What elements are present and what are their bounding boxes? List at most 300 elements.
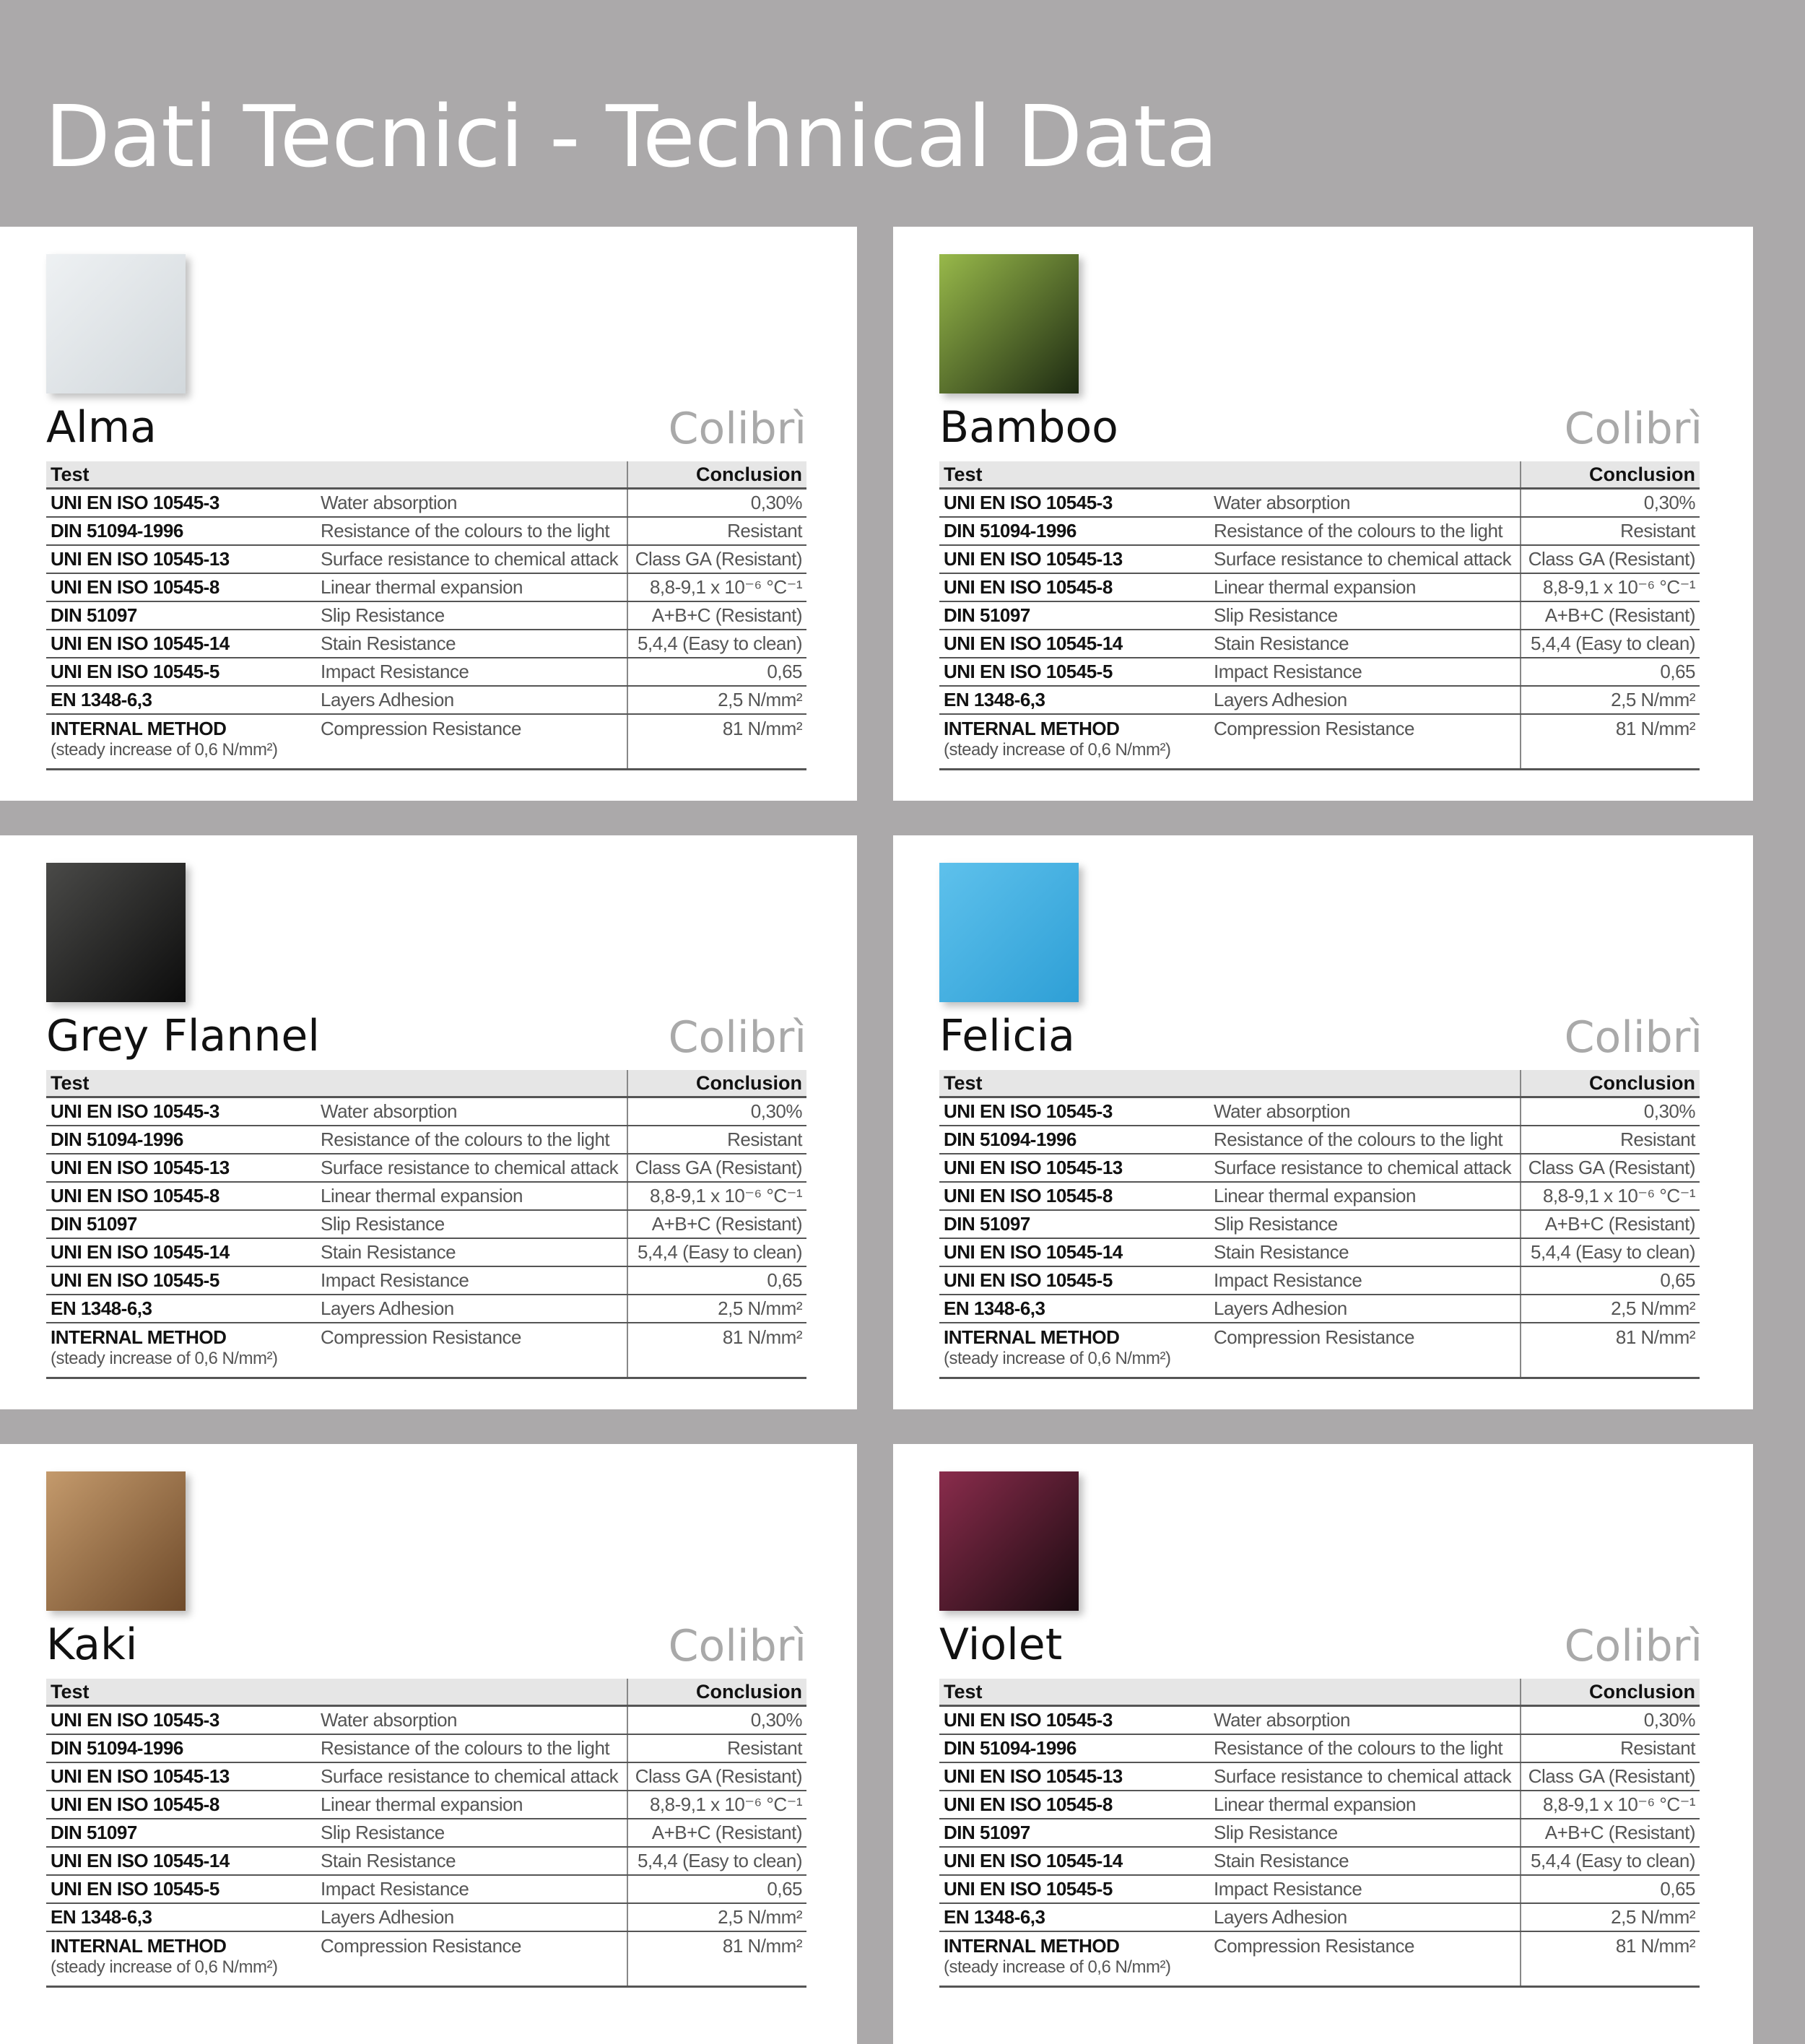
product-name: Grey Flannel (46, 1011, 320, 1061)
test-conclusion: Class GA (Resistant) (1521, 1762, 1700, 1791)
tile-swatch-image (939, 254, 1079, 393)
table-row (939, 630, 1700, 658)
test-standard (46, 1819, 316, 1847)
table-row (939, 1762, 1700, 1791)
table-row (46, 1734, 806, 1762)
test-standard (939, 1734, 1209, 1762)
test-standard (46, 517, 316, 545)
table-row (939, 1706, 1700, 1735)
test-standard (46, 1295, 316, 1323)
test-standard (939, 1875, 1209, 1903)
table-header-row (939, 1679, 1700, 1706)
test-standard-label: UNI EN ISO 10545-8 (944, 576, 1113, 598)
test-conclusion: 5,4,4 (Easy to clean) (1521, 630, 1700, 658)
test-standard-label: DIN 51094-1996 (51, 1737, 183, 1759)
product-card-grey-flannel (0, 835, 857, 1409)
table-row (46, 1847, 806, 1875)
product-name: Alma (46, 402, 157, 453)
brand-name: Colibrì (668, 1621, 806, 1671)
test-property: Impact Resistance (316, 1875, 627, 1903)
test-standard-label: UNI EN ISO 10545-13 (944, 548, 1123, 570)
product-card-bamboo (893, 227, 1753, 801)
table-row (939, 1295, 1700, 1323)
table-header-row (46, 461, 806, 489)
table-row (939, 1847, 1700, 1875)
test-conclusion: 0,65 (627, 1266, 806, 1295)
test-standard-label: EN 1348-6,3 (944, 1906, 1045, 1928)
test-property: Resistance of the colours to the light (1209, 1126, 1521, 1154)
test-standard-label: EN 1348-6,3 (944, 1297, 1045, 1319)
test-standard-label: INTERNAL METHOD (51, 1326, 227, 1348)
spec-table (939, 1070, 1700, 1379)
tile-swatch-image (939, 863, 1079, 1002)
test-standard (46, 1903, 316, 1931)
brand-name: Colibrì (1564, 404, 1702, 454)
table-row (46, 1706, 806, 1735)
spec-table (939, 461, 1700, 770)
test-property: Linear thermal expansion (1209, 1791, 1521, 1819)
test-standard (939, 714, 1209, 770)
test-standard (46, 1706, 316, 1735)
brand-name: Colibrì (1564, 1012, 1702, 1063)
product-card-violet (893, 1444, 1753, 2044)
test-standard (939, 1238, 1209, 1266)
table-row (939, 545, 1700, 573)
test-standard (46, 489, 316, 518)
test-property: Compression Resistance (1209, 1931, 1521, 1987)
test-property: Stain Resistance (1209, 1847, 1521, 1875)
test-conclusion: A+B+C (Resistant) (627, 1210, 806, 1238)
test-conclusion: 8,8-9,1 x 10⁻⁶ °C⁻¹ (627, 1791, 806, 1819)
test-standard (939, 630, 1209, 658)
test-conclusion: Class GA (Resistant) (627, 1154, 806, 1182)
test-conclusion: 81 N/mm² (627, 714, 806, 770)
test-standard (46, 1847, 316, 1875)
test-conclusion: A+B+C (Resistant) (1521, 1819, 1700, 1847)
test-conclusion: 2,5 N/mm² (627, 1295, 806, 1323)
table-row (46, 1931, 806, 1987)
test-standard (46, 1182, 316, 1210)
test-standard-label: INTERNAL METHOD (51, 1935, 227, 1957)
brand-name: Colibrì (1564, 1621, 1702, 1671)
table-row (939, 1182, 1700, 1210)
spec-table (939, 1679, 1700, 1988)
test-property: Compression Resistance (1209, 714, 1521, 770)
test-conclusion: 8,8-9,1 x 10⁻⁶ °C⁻¹ (627, 1182, 806, 1210)
test-standard (46, 573, 316, 601)
test-conclusion: 0,65 (1521, 1266, 1700, 1295)
test-standard (939, 1154, 1209, 1182)
table-row (939, 1791, 1700, 1819)
test-standard (939, 489, 1209, 518)
table-row (46, 658, 806, 686)
test-standard-label: DIN 51097 (51, 1213, 137, 1235)
table-row (46, 489, 806, 518)
header-conclusion: Conclusion (1521, 1070, 1700, 1097)
test-property: Stain Resistance (316, 1238, 627, 1266)
table-row (939, 686, 1700, 714)
table-row (939, 1734, 1700, 1762)
test-standard-label: UNI EN ISO 10545-14 (51, 1850, 230, 1871)
table-header-row (939, 1070, 1700, 1097)
test-standard (46, 686, 316, 714)
test-property: Stain Resistance (316, 630, 627, 658)
test-conclusion: A+B+C (Resistant) (1521, 1210, 1700, 1238)
header-conclusion: Conclusion (627, 1070, 806, 1097)
header-test: Test (939, 1679, 1521, 1706)
test-property: Slip Resistance (316, 1210, 627, 1238)
test-conclusion: 0,65 (627, 1875, 806, 1903)
test-conclusion: Class GA (Resistant) (627, 1762, 806, 1791)
table-row (46, 1903, 806, 1931)
table-row (939, 601, 1700, 630)
test-standard (46, 1097, 316, 1126)
test-standard-label: UNI EN ISO 10545-3 (944, 1709, 1113, 1731)
table-row (46, 545, 806, 573)
test-conclusion: Class GA (Resistant) (1521, 1154, 1700, 1182)
table-row (939, 1154, 1700, 1182)
test-standard (939, 1903, 1209, 1931)
test-conclusion: 2,5 N/mm² (627, 686, 806, 714)
test-conclusion: 2,5 N/mm² (1521, 686, 1700, 714)
test-standard-note: (steady increase of 0,6 N/mm²) (51, 740, 278, 760)
test-standard (939, 1706, 1209, 1735)
test-standard-label: DIN 51094-1996 (51, 1128, 183, 1150)
test-conclusion: 2,5 N/mm² (1521, 1903, 1700, 1931)
test-conclusion: A+B+C (Resistant) (627, 601, 806, 630)
test-standard-label: UNI EN ISO 10545-14 (944, 632, 1123, 654)
table-row (46, 1295, 806, 1323)
test-standard (939, 517, 1209, 545)
test-standard (939, 658, 1209, 686)
test-conclusion: A+B+C (Resistant) (627, 1819, 806, 1847)
test-property: Slip Resistance (316, 1819, 627, 1847)
test-standard (939, 1126, 1209, 1154)
test-conclusion: 81 N/mm² (1521, 1931, 1700, 1987)
test-standard (46, 601, 316, 630)
test-property: Surface resistance to chemical attack (316, 1154, 627, 1182)
test-standard-label: UNI EN ISO 10545-14 (51, 1241, 230, 1263)
product-card-felicia (893, 835, 1753, 1409)
header-conclusion: Conclusion (1521, 1679, 1700, 1706)
test-standard-label: UNI EN ISO 10545-3 (51, 1709, 219, 1731)
test-property: Impact Resistance (1209, 1875, 1521, 1903)
test-conclusion: 8,8-9,1 x 10⁻⁶ °C⁻¹ (1521, 1182, 1700, 1210)
test-property: Impact Resistance (316, 1266, 627, 1295)
test-property: Compression Resistance (1209, 1323, 1521, 1378)
test-standard-label: DIN 51094-1996 (944, 520, 1077, 542)
test-standard (46, 1931, 316, 1987)
table-header-row (939, 461, 1700, 489)
spec-table (46, 1679, 806, 1988)
test-standard-label: DIN 51094-1996 (944, 1128, 1077, 1150)
test-conclusion: 0,30% (627, 489, 806, 518)
test-standard (46, 1266, 316, 1295)
test-conclusion: Resistant (627, 1126, 806, 1154)
product-name: Bamboo (939, 402, 1118, 453)
test-conclusion: 5,4,4 (Easy to clean) (1521, 1847, 1700, 1875)
test-standard-label: INTERNAL METHOD (944, 718, 1120, 739)
test-standard (939, 573, 1209, 601)
test-standard-note: (steady increase of 0,6 N/mm²) (944, 740, 1171, 760)
table-row (46, 1238, 806, 1266)
table-row (939, 1903, 1700, 1931)
table-row (46, 1154, 806, 1182)
test-standard-note: (steady increase of 0,6 N/mm²) (944, 1957, 1171, 1977)
test-property: Slip Resistance (1209, 601, 1521, 630)
test-property: Water absorption (1209, 1706, 1521, 1735)
test-standard (46, 630, 316, 658)
test-standard-label: UNI EN ISO 10545-8 (944, 1185, 1113, 1206)
table-row (939, 1323, 1700, 1378)
test-conclusion: 5,4,4 (Easy to clean) (627, 1238, 806, 1266)
test-standard-label: UNI EN ISO 10545-8 (51, 1185, 219, 1206)
table-header-row (46, 1070, 806, 1097)
table-row (939, 1210, 1700, 1238)
table-row (939, 658, 1700, 686)
test-conclusion: Resistant (1521, 1126, 1700, 1154)
test-standard-label: UNI EN ISO 10545-5 (51, 1878, 219, 1900)
test-property: Stain Resistance (316, 1847, 627, 1875)
test-standard-label: EN 1348-6,3 (51, 1906, 152, 1928)
test-property: Surface resistance to chemical attack (1209, 1154, 1521, 1182)
test-property: Surface resistance to chemical attack (1209, 545, 1521, 573)
header-conclusion: Conclusion (627, 461, 806, 489)
test-standard (46, 1238, 316, 1266)
test-standard-label: DIN 51097 (51, 1822, 137, 1843)
test-standard-label: UNI EN ISO 10545-5 (51, 661, 219, 682)
test-property: Linear thermal expansion (1209, 1182, 1521, 1210)
test-standard-note: (steady increase of 0,6 N/mm²) (51, 1349, 278, 1368)
table-row (939, 1126, 1700, 1154)
header-test: Test (939, 461, 1521, 489)
test-standard-label: UNI EN ISO 10545-14 (944, 1241, 1123, 1263)
test-standard (939, 1210, 1209, 1238)
test-property: Impact Resistance (1209, 1266, 1521, 1295)
test-property: Layers Adhesion (316, 686, 627, 714)
test-property: Surface resistance to chemical attack (1209, 1762, 1521, 1791)
test-conclusion: 0,65 (627, 658, 806, 686)
test-standard-label: UNI EN ISO 10545-3 (51, 1100, 219, 1122)
test-property: Compression Resistance (316, 1931, 627, 1987)
test-standard-label: UNI EN ISO 10545-13 (51, 1765, 230, 1787)
test-standard-label: DIN 51094-1996 (944, 1737, 1077, 1759)
test-property: Layers Adhesion (316, 1903, 627, 1931)
test-property: Layers Adhesion (316, 1295, 627, 1323)
test-standard (46, 1762, 316, 1791)
table-row (46, 686, 806, 714)
test-conclusion: 81 N/mm² (1521, 1323, 1700, 1378)
test-standard-label: DIN 51097 (944, 1822, 1030, 1843)
test-standard-label: UNI EN ISO 10545-3 (51, 492, 219, 513)
table-row (46, 1819, 806, 1847)
brand-name: Colibrì (668, 404, 806, 454)
table-row (46, 1791, 806, 1819)
table-row (46, 517, 806, 545)
test-standard (939, 1791, 1209, 1819)
table-row (939, 1875, 1700, 1903)
test-standard-label: UNI EN ISO 10545-8 (944, 1793, 1113, 1815)
test-standard (939, 1323, 1209, 1378)
test-property: Compression Resistance (316, 1323, 627, 1378)
test-property: Stain Resistance (1209, 630, 1521, 658)
header-test: Test (46, 461, 627, 489)
test-standard-label: UNI EN ISO 10545-13 (944, 1157, 1123, 1178)
table-header-row (46, 1679, 806, 1706)
test-conclusion: Resistant (627, 517, 806, 545)
spec-table (46, 1070, 806, 1379)
test-standard-label: EN 1348-6,3 (944, 689, 1045, 710)
test-standard (46, 1323, 316, 1378)
test-property: Linear thermal expansion (1209, 573, 1521, 601)
table-row (46, 573, 806, 601)
test-property: Water absorption (316, 1097, 627, 1126)
tile-swatch-image (46, 1471, 186, 1611)
test-standard-label: INTERNAL METHOD (944, 1935, 1120, 1957)
test-standard-label: UNI EN ISO 10545-5 (944, 661, 1113, 682)
test-standard (939, 1762, 1209, 1791)
test-standard (46, 1734, 316, 1762)
table-row (46, 1210, 806, 1238)
test-property: Surface resistance to chemical attack (316, 1762, 627, 1791)
test-standard-label: DIN 51097 (51, 604, 137, 626)
test-property: Resistance of the colours to the light (316, 517, 627, 545)
test-property: Slip Resistance (1209, 1819, 1521, 1847)
test-property: Water absorption (1209, 1097, 1521, 1126)
test-property: Slip Resistance (1209, 1210, 1521, 1238)
table-row (46, 1875, 806, 1903)
test-property: Water absorption (1209, 489, 1521, 518)
test-property: Resistance of the colours to the light (1209, 1734, 1521, 1762)
test-property: Water absorption (316, 1706, 627, 1735)
test-property: Layers Adhesion (1209, 1295, 1521, 1323)
test-standard (939, 1819, 1209, 1847)
test-conclusion: 5,4,4 (Easy to clean) (627, 1847, 806, 1875)
table-row (939, 1931, 1700, 1987)
test-property: Layers Adhesion (1209, 686, 1521, 714)
test-conclusion: Class GA (Resistant) (1521, 545, 1700, 573)
test-property: Linear thermal expansion (316, 1182, 627, 1210)
test-property: Layers Adhesion (1209, 1903, 1521, 1931)
spec-table (46, 461, 806, 770)
page-title: Dati Tecnici - Technical Data (45, 87, 1218, 186)
test-standard (939, 1266, 1209, 1295)
product-name: Kaki (46, 1619, 138, 1670)
test-conclusion: 8,8-9,1 x 10⁻⁶ °C⁻¹ (1521, 573, 1700, 601)
test-conclusion: 8,8-9,1 x 10⁻⁶ °C⁻¹ (627, 573, 806, 601)
test-standard (46, 714, 316, 770)
header-test: Test (939, 1070, 1521, 1097)
test-conclusion: 0,65 (1521, 1875, 1700, 1903)
test-standard (46, 1210, 316, 1238)
tile-swatch-image (46, 863, 186, 1002)
test-conclusion: Resistant (627, 1734, 806, 1762)
test-standard-label: UNI EN ISO 10545-5 (51, 1269, 219, 1291)
test-standard (46, 1875, 316, 1903)
test-conclusion: Class GA (Resistant) (627, 545, 806, 573)
test-conclusion: 2,5 N/mm² (627, 1903, 806, 1931)
test-conclusion: 0,30% (1521, 489, 1700, 518)
test-property: Compression Resistance (316, 714, 627, 770)
test-conclusion: 81 N/mm² (627, 1931, 806, 1987)
tile-swatch-image (939, 1471, 1079, 1611)
test-standard-label: UNI EN ISO 10545-5 (944, 1878, 1113, 1900)
test-standard (939, 545, 1209, 573)
table-row (939, 573, 1700, 601)
tile-swatch-image (46, 254, 186, 393)
header-conclusion: Conclusion (1521, 461, 1700, 489)
table-row (46, 630, 806, 658)
header-conclusion: Conclusion (627, 1679, 806, 1706)
table-row (46, 1097, 806, 1126)
table-row (939, 714, 1700, 770)
test-standard (46, 1154, 316, 1182)
test-conclusion: Resistant (1521, 1734, 1700, 1762)
table-row (939, 1819, 1700, 1847)
header-test: Test (46, 1070, 627, 1097)
test-standard (939, 1182, 1209, 1210)
test-standard-label: INTERNAL METHOD (944, 1326, 1120, 1348)
test-property: Stain Resistance (1209, 1238, 1521, 1266)
product-card-alma (0, 227, 857, 801)
test-standard-note: (steady increase of 0,6 N/mm²) (51, 1957, 278, 1977)
test-standard-label: UNI EN ISO 10545-8 (51, 576, 219, 598)
test-standard-label: INTERNAL METHOD (51, 718, 227, 739)
test-standard-label: DIN 51094-1996 (51, 520, 183, 542)
test-standard-label: UNI EN ISO 10545-14 (51, 632, 230, 654)
table-row (46, 1126, 806, 1154)
test-conclusion: 0,65 (1521, 658, 1700, 686)
test-standard (939, 686, 1209, 714)
table-row (46, 1323, 806, 1378)
test-standard-label: UNI EN ISO 10545-13 (51, 1157, 230, 1178)
test-property: Water absorption (316, 489, 627, 518)
test-standard-label: UNI EN ISO 10545-13 (51, 548, 230, 570)
table-row (46, 1266, 806, 1295)
test-property: Surface resistance to chemical attack (316, 545, 627, 573)
test-standard-label: UNI EN ISO 10545-5 (944, 1269, 1113, 1291)
test-conclusion: 5,4,4 (Easy to clean) (627, 630, 806, 658)
test-standard (46, 658, 316, 686)
table-row (46, 601, 806, 630)
table-row (46, 1762, 806, 1791)
table-row (46, 714, 806, 770)
test-conclusion: 0,30% (627, 1097, 806, 1126)
test-property: Resistance of the colours to the light (1209, 517, 1521, 545)
test-standard-label: UNI EN ISO 10545-14 (944, 1850, 1123, 1871)
table-row (46, 1182, 806, 1210)
test-standard (939, 1847, 1209, 1875)
test-standard-label: EN 1348-6,3 (51, 1297, 152, 1319)
table-row (939, 489, 1700, 518)
table-row (939, 517, 1700, 545)
test-conclusion: 8,8-9,1 x 10⁻⁶ °C⁻¹ (1521, 1791, 1700, 1819)
test-standard-note: (steady increase of 0,6 N/mm²) (944, 1349, 1171, 1368)
test-conclusion: 0,30% (1521, 1097, 1700, 1126)
product-name: Felicia (939, 1011, 1075, 1061)
test-standard-label: DIN 51097 (944, 604, 1030, 626)
test-standard (46, 545, 316, 573)
brand-name: Colibrì (668, 1012, 806, 1063)
test-property: Resistance of the colours to the light (316, 1126, 627, 1154)
test-standard-label: EN 1348-6,3 (51, 689, 152, 710)
test-standard-label: UNI EN ISO 10545-13 (944, 1765, 1123, 1787)
table-row (939, 1238, 1700, 1266)
test-conclusion: 2,5 N/mm² (1521, 1295, 1700, 1323)
test-standard-label: UNI EN ISO 10545-3 (944, 492, 1113, 513)
test-standard (939, 1931, 1209, 1987)
test-standard (46, 1791, 316, 1819)
